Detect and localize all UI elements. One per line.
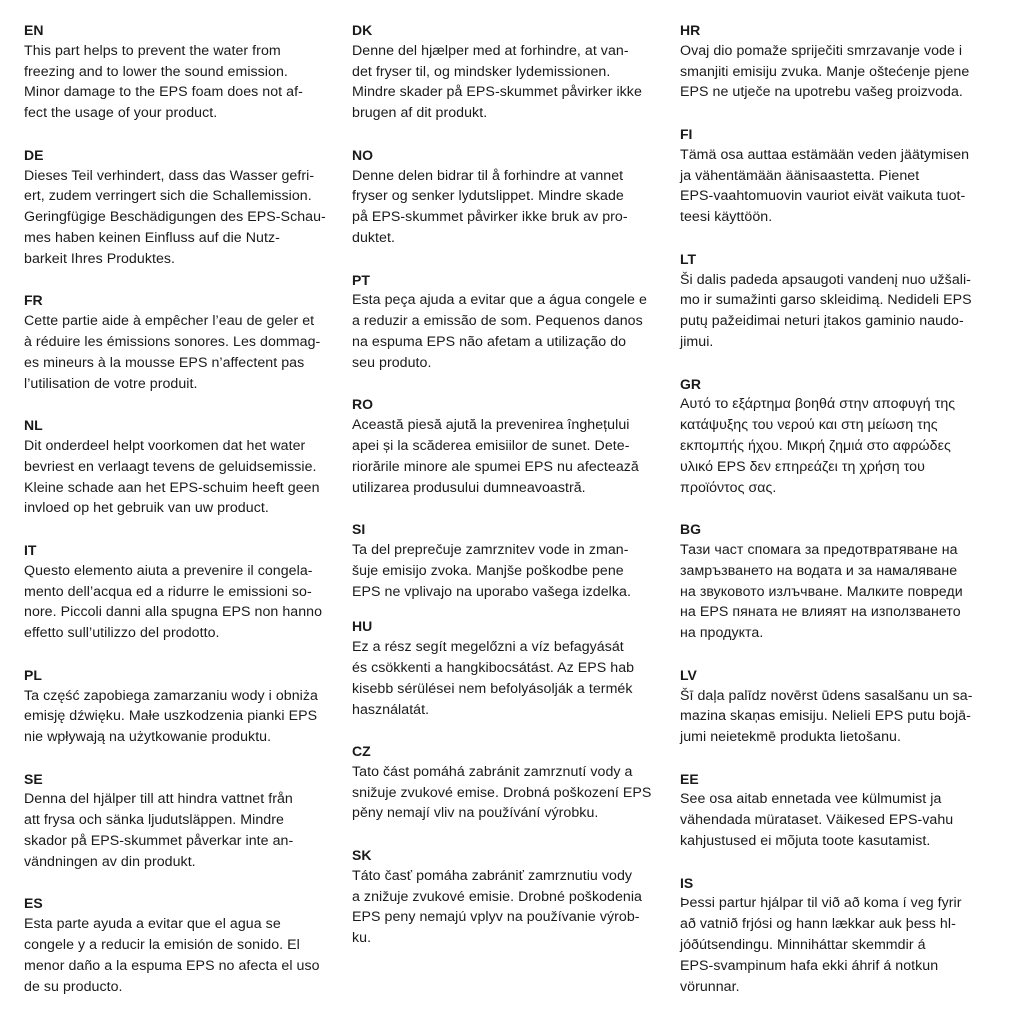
column-right	[680, 20, 1002, 997]
lang-text: Cette partie aide à empêcher l’eau de geler et à réduire les émissions sonores. Les dommag- es mineurs à la mousse EPS n’affectent pas l’utilisation de votre produit.	[24, 313, 321, 392]
lang-code: EE	[680, 770, 699, 787]
lang-section-ro	[352, 394, 674, 498]
lang-section-no	[352, 145, 674, 249]
lang-section-gr	[680, 374, 1002, 499]
lang-text: Această piesă ajută la prevenirea înghețului apei și la scăderea emisiilor de sunet. Dete- riorările minore ale spumei EPS nu afectează utilizarea produsului dumneavoastră.	[352, 417, 639, 496]
lang-code: FR	[24, 292, 43, 309]
lang-text: Αυτό το εξάρτημα βοηθά στην αποφυγή της κατάψυξης του νερού και στη μείωση της εκπομπής ήχου. Μικρή ζημιά στο αφρώδες υλικό EPS δεν επηρεάζει τη χρήση του προϊόντος σας.	[680, 396, 956, 496]
lang-code: LV	[680, 666, 697, 683]
lang-code: LT	[680, 250, 697, 267]
lang-section-lt	[680, 249, 1002, 353]
lang-section-fr	[24, 290, 346, 394]
lang-text: Dit onderdeel helpt voorkomen dat het water bevriest en verlaagt tevens de geluidsemissie. Kleine schade aan het EPS-schuim heeft geen invloed op het gebruik van uw product.	[24, 437, 320, 517]
lang-section-pl	[24, 665, 346, 748]
lang-text: Esta peça ajuda a evitar que a água congele e a reduzir a emissão de som. Pequenos danos na espuma EPS não afetam a utilização do seu produto.	[352, 292, 647, 371]
lang-section-de	[24, 145, 346, 270]
lang-text: Esta parte ayuda a evitar que el agua se congele y a reducir la emisión de sonido. El menor daño a la espuma EPS no afecta el uso de su producto.	[24, 916, 320, 995]
lang-code: ES	[24, 895, 43, 912]
lang-section-it	[24, 540, 346, 644]
lang-code: PL	[24, 666, 42, 683]
lang-code: HU	[352, 618, 373, 635]
lang-code: IT	[24, 541, 37, 558]
lang-text: Tämä osa auttaa estämään veden jäätymisen ja vähentämään äänisaastetta. Pienet EPS-vaahtomuovin vauriot eivät vaikuta tuot- teesi käyttöön.	[680, 146, 970, 226]
lang-code: NL	[24, 417, 43, 434]
lang-code: HR	[680, 22, 701, 38]
column-left	[24, 20, 346, 997]
lang-text: This part helps to prevent the water from freezing and to lower the sound emission. Minor damage to the EPS foam does not af- fect the usage of your product.	[24, 42, 303, 122]
lang-section-is	[680, 873, 1002, 998]
lang-section-pt	[352, 270, 674, 374]
lang-section-dk	[352, 20, 674, 124]
lang-text: Ta del preprečuje zamrznitev vode in zman- šuje emisijo zvoka. Manjše poškodbe pene EPS ne vplivajo na uporabo vašega izdelka.	[352, 541, 631, 600]
lang-section-sk	[352, 845, 674, 949]
lang-text: Ez a rész segít megelőzni a víz befagyását és csökkenti a hangkibocsátást. Az EPS hab kisebb sérülései nem befolyásolják a termék használatát.	[352, 639, 635, 718]
lang-section-hu	[352, 616, 674, 720]
lang-code: SI	[352, 521, 366, 538]
lang-text: Táto časť pomáha zabrániť zamrznutiu vody a znižuje zvukové emisie. Drobné poškodenia EPS peny nemajú vplyv na používanie výrob- ku.	[352, 867, 643, 947]
lang-text: Ši dalis padeda apsaugoti vandenį nuo užšali- mo ir sumažinti garso skleidimą. Nedideli EPS putų pažeidimai neturi įtakos gaminio naudo- jimui.	[680, 271, 972, 350]
lang-code: PT	[352, 271, 370, 288]
lang-text: Тази част спомага за предотвратяване на замръзването на водата и за намаляване на звуковото излъчване. Малките повреди на EPS пяната не влияят на използването на продукта.	[680, 541, 963, 642]
lang-section-cz	[352, 741, 674, 824]
column-middle	[352, 20, 674, 949]
lang-section-en	[24, 20, 346, 124]
lang-code: EN	[24, 22, 44, 38]
lang-code: NO	[352, 146, 373, 163]
lang-section-lv	[680, 665, 1002, 748]
lang-text: Tato část pomáhá zabránit zamrznutí vody a snižuje zvukové emise. Drobná poškození EPS pěny nemají vliv na používání výrobku.	[352, 763, 652, 822]
lang-section-se	[24, 769, 346, 873]
lang-text: See osa aitab ennetada vee külmumist ja vähendada mürataset. Väikesed EPS-vahu kahjustused ei mõjuta toote kasutamist.	[680, 791, 954, 850]
lang-text: Denne del hjælper med at forhindre, at van- det fryser til, og mindsker lydemissionen. Mindre skader på EPS-skummet påvirker ikke brugen af dit produkt.	[352, 42, 642, 122]
lang-section-hr	[680, 20, 1002, 103]
lang-section-bg	[680, 519, 1002, 644]
lang-code: SK	[352, 847, 372, 864]
lang-code: GR	[680, 375, 701, 392]
lang-code: CZ	[352, 743, 371, 760]
lang-section-ee	[680, 769, 1002, 852]
lang-text: Dieses Teil verhindert, dass das Wasser gefri- ert, zudem verringert sich die Schallemission. Geringfügige Beschädigungen des EPS-Schau- mes haben keinen Einfluss auf die Nutz- barkeit Ihres Produktes.	[24, 167, 326, 267]
lang-text: Šī daļa palīdz novērst ūdens sasalšanu un sa- mazina skaņas emisiju. Nelieli EPS putu bojā- jumi neietekmē produkta lietošanu.	[680, 687, 973, 746]
lang-section-si	[352, 519, 674, 602]
lang-text: Denne delen bidrar til å forhindre at vannet fryser og senker lydutslippet. Mindre skade på EPS-skummet påvirker ikke bruk av pro- duktet.	[352, 167, 628, 246]
lang-text: Þessi partur hjálpar til við að koma í veg fyrir að vatnið frjósi og hann lækkar auk þess hl- jóðútsendingu. Minniháttar skemmdir á EPS-svampinum hafa ekki áhrif á notkun vörunnar.	[680, 895, 962, 995]
lang-code: SE	[24, 770, 43, 787]
lang-section-fi	[680, 124, 1002, 228]
lang-code: DE	[24, 146, 44, 163]
lang-text: Ovaj dio pomaže spriječiti smrzavanje vode i smanjiti emisiju zvuka. Manje oštećenje pjene EPS ne utječe na upotrebu vašeg proizvoda.	[680, 42, 970, 101]
lang-code: BG	[680, 521, 701, 538]
lang-code: DK	[352, 22, 373, 38]
lang-text: Denna del hjälper till att hindra vattnet från att frysa och sänka ljudutsläppen. Mindre skador på EPS-skummet påverkar inte an- vändningen av din produkt.	[24, 791, 294, 870]
lang-code: RO	[352, 396, 373, 413]
lang-code: FI	[680, 125, 693, 142]
lang-section-es	[24, 893, 346, 997]
lang-text: Questo elemento aiuta a prevenire il congela- mento dell’acqua ed a ridurre le emissioni so- nore. Piccoli danni alla spugna EPS non hanno effetto sull’utilizzo del prodotto.	[24, 562, 323, 642]
lang-code: IS	[680, 874, 694, 891]
lang-text: Ta część zapobiega zamarzaniu wody i obniża emisję dźwięku. Małe uszkodzenia pianki EPS nie wpływają na użytkowanie produktu.	[24, 687, 318, 746]
lang-section-nl	[24, 415, 346, 519]
